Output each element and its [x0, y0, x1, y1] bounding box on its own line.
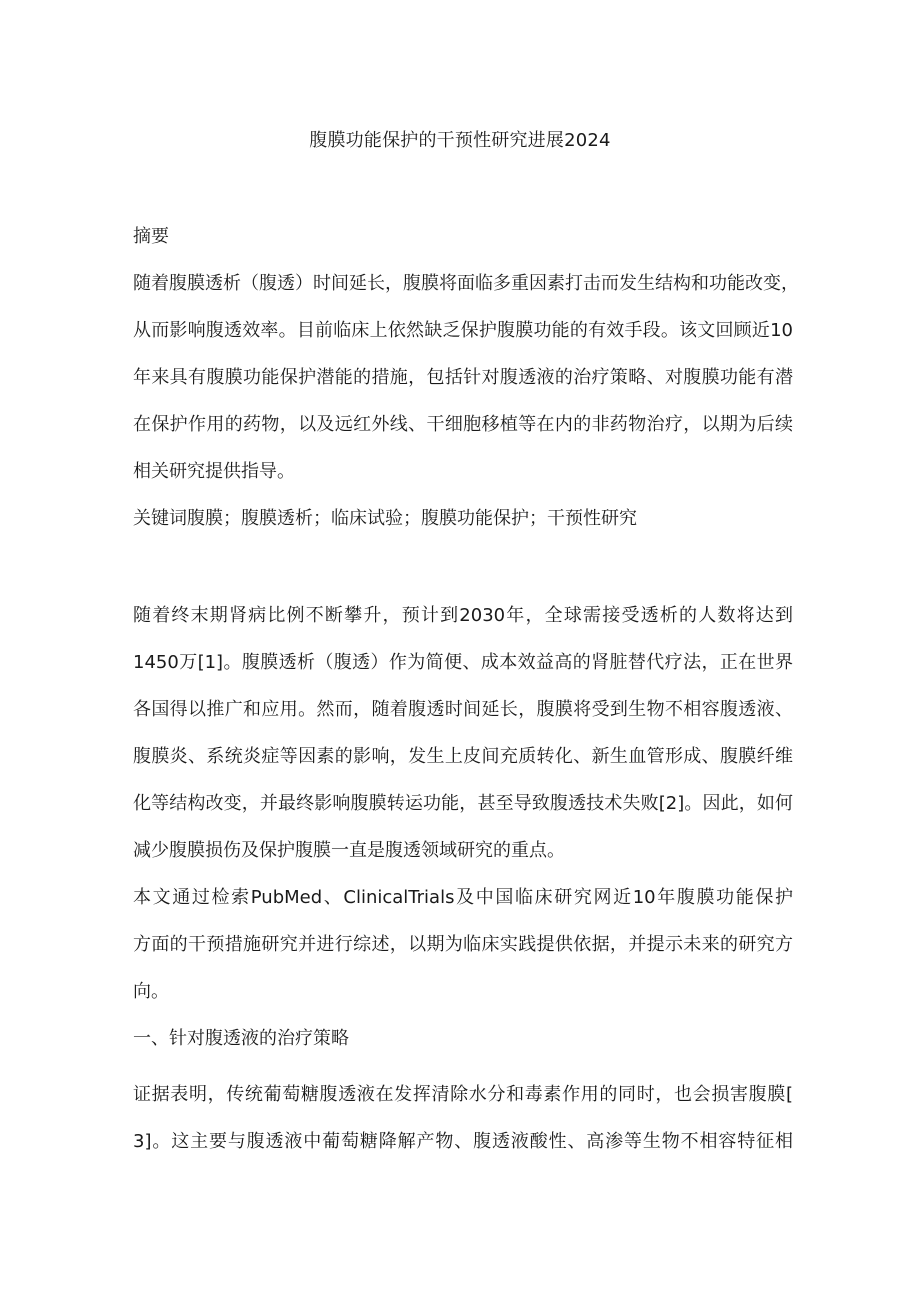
section-line: 证据表明，传统葡萄糖腹透液在发挥清除水分和毒素作用的同时，也会损害腹膜[ [133, 1084, 793, 1105]
section-heading: 一、针对腹透液的治疗策略 [133, 1028, 349, 1049]
abstract-line: 从而影响腹透效率。目前临床上依然缺乏保护腹膜功能的有效手段。该文回顾近10 [133, 320, 793, 341]
intro-line: 腹膜炎、系统炎症等因素的影响，发生上皮间充质转化、新生血管形成、腹膜纤维 [133, 746, 793, 767]
abstract-heading: 摘要 [133, 226, 169, 247]
keywords-line: 关键词腹膜；腹膜透析；临床试验；腹膜功能保护；干预性研究 [133, 508, 637, 529]
method-line: 方面的干预措施研究并进行综述，以期为临床实践提供依据，并提示未来的研究方 [133, 934, 793, 955]
abstract-line: 年来具有腹膜功能保护潜能的措施，包括针对腹透液的治疗策略、对腹膜功能有潜 [133, 367, 793, 388]
intro-line: 减少腹膜损伤及保护腹膜一直是腹透领域研究的重点。 [133, 840, 565, 861]
intro-line: 随着终末期肾病比例不断攀升，预计到2030年，全球需接受透析的人数将达到 [133, 605, 793, 626]
method-line: 本文通过检索PubMed、ClinicalTrials及中国临床研究网近10年腹膜功能保护 [133, 887, 793, 908]
abstract-line: 相关研究提供指导。 [133, 461, 295, 482]
intro-line: 各国得以推广和应用。然而，随着腹透时间延长，腹膜将受到生物不相容腹透液、 [133, 699, 793, 720]
method-line: 向。 [133, 981, 169, 1002]
section-line: 3]。这主要与腹透液中葡萄糖降解产物、腹透液酸性、高渗等生物不相容特征相 [133, 1131, 793, 1152]
abstract-line: 在保护作用的药物，以及远红外线、干细胞移植等在内的非药物治疗，以期为后续 [133, 414, 793, 435]
intro-line: 化等结构改变，并最终影响腹膜转运功能，甚至导致腹透技术失败[2]。因此，如何 [133, 793, 793, 814]
abstract-line: 随着腹膜透析（腹透）时间延长，腹膜将面临多重因素打击而发生结构和功能改变， [133, 273, 799, 294]
document-title: 腹膜功能保护的干预性研究进展2024 [309, 130, 611, 151]
intro-line: 1450万[1]。腹膜透析（腹透）作为简便、成本效益高的肾脏替代疗法，正在世界 [133, 652, 793, 673]
